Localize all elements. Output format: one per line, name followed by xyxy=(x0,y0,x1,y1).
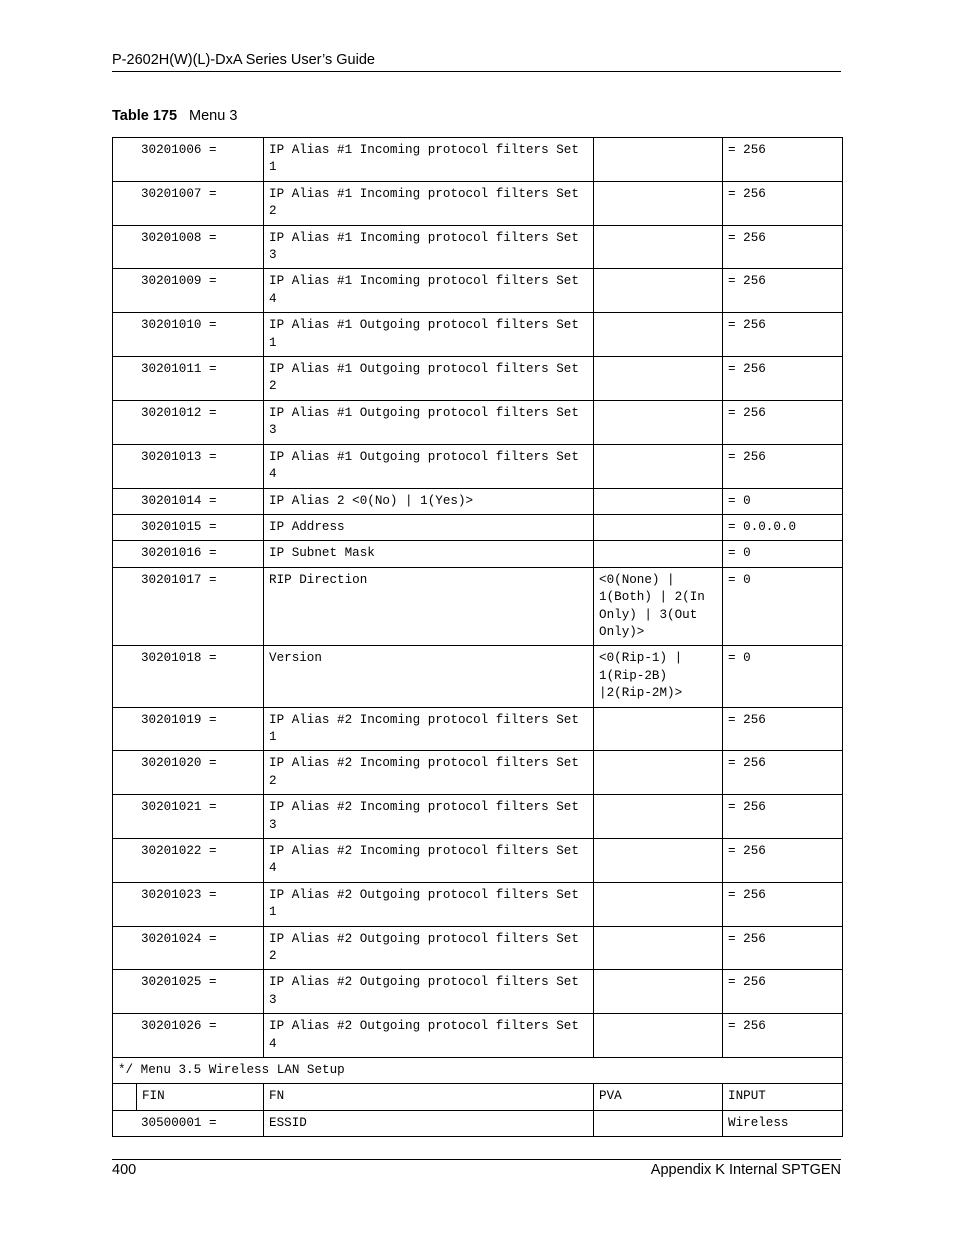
row-fin: 30201017 = xyxy=(113,567,264,646)
row-input: = 256 xyxy=(723,444,843,488)
row-fin: 30201020 = xyxy=(113,751,264,795)
row-fin: 30201012 = xyxy=(113,400,264,444)
last-row-fn: ESSID xyxy=(264,1110,594,1136)
last-row-fin: 30500001 = xyxy=(113,1110,264,1136)
row-fn: IP Alias #1 Outgoing protocol filters Set 2 xyxy=(264,357,594,401)
row-pva xyxy=(594,839,723,883)
row-input: = 256 xyxy=(723,225,843,269)
table-row xyxy=(113,488,843,514)
table-row xyxy=(113,646,843,707)
row-input: = 256 xyxy=(723,751,843,795)
last-row-input: Wireless xyxy=(723,1110,843,1136)
row-pva xyxy=(594,541,723,567)
row-fn: IP Alias #2 Incoming protocol filters Set 3 xyxy=(264,795,594,839)
table-row xyxy=(113,970,843,1014)
row-fin: 30201013 = xyxy=(113,444,264,488)
row-input: = 256 xyxy=(723,400,843,444)
row-fn: IP Alias #2 Outgoing protocol filters Set 2 xyxy=(264,926,594,970)
row-fn: IP Alias #2 Outgoing protocol filters Set 1 xyxy=(264,882,594,926)
row-fin: 30201010 = xyxy=(113,313,264,357)
table-row xyxy=(113,225,843,269)
row-input: = 0.0.0.0 xyxy=(723,514,843,540)
row-fin: 30201025 = xyxy=(113,970,264,1014)
row-pva xyxy=(594,400,723,444)
row-pva xyxy=(594,926,723,970)
row-fin: 30201026 = xyxy=(113,1014,264,1058)
table-row xyxy=(113,313,843,357)
row-pva xyxy=(594,514,723,540)
row-pva xyxy=(594,707,723,751)
row-pva: <0(None) | 1(Both) | 2(In Only) | 3(Out Only)> xyxy=(594,567,723,646)
table-row xyxy=(113,541,843,567)
row-pva xyxy=(594,225,723,269)
row-input: = 0 xyxy=(723,488,843,514)
section-label: */ Menu 3.5 Wireless LAN Setup xyxy=(113,1058,843,1084)
row-fn: IP Alias #2 Outgoing protocol filters Set 3 xyxy=(264,970,594,1014)
row-fin: 30201016 = xyxy=(113,541,264,567)
row-pva: <0(Rip-1) | 1(Rip-2B) |2(Rip-2M)> xyxy=(594,646,723,707)
subheader-spacer xyxy=(113,1084,137,1110)
row-fn: IP Alias #2 Incoming protocol filters Set 2 xyxy=(264,751,594,795)
row-fn: IP Alias #1 Outgoing protocol filters Set 4 xyxy=(264,444,594,488)
footer-divider xyxy=(112,1159,841,1160)
row-fin: 30201009 = xyxy=(113,269,264,313)
row-fn: IP Alias #2 Incoming protocol filters Set 4 xyxy=(264,839,594,883)
table-row xyxy=(113,357,843,401)
table-row xyxy=(113,707,843,751)
row-fn: IP Alias 2 <0(No) | 1(Yes)> xyxy=(264,488,594,514)
table-row xyxy=(113,839,843,883)
row-input: = 256 xyxy=(723,357,843,401)
table-row xyxy=(113,926,843,970)
row-fin: 30201007 = xyxy=(113,181,264,225)
wireless-section xyxy=(113,1058,843,1137)
row-pva xyxy=(594,138,723,182)
row-input: = 0 xyxy=(723,541,843,567)
row-pva xyxy=(594,269,723,313)
subheader-fin: FIN xyxy=(137,1084,264,1110)
row-fin: 30201023 = xyxy=(113,882,264,926)
row-input: = 256 xyxy=(723,707,843,751)
row-fin: 30201018 = xyxy=(113,646,264,707)
row-pva xyxy=(594,313,723,357)
table-row xyxy=(113,138,843,182)
table-row xyxy=(113,269,843,313)
row-fn: IP Alias #1 Incoming protocol filters Set 3 xyxy=(264,225,594,269)
row-fin: 30201021 = xyxy=(113,795,264,839)
row-input: = 256 xyxy=(723,138,843,182)
menu-table-body xyxy=(113,138,843,1058)
row-pva xyxy=(594,357,723,401)
row-fn: IP Alias #2 Outgoing protocol filters Set 4 xyxy=(264,1014,594,1058)
row-input: = 256 xyxy=(723,1014,843,1058)
row-pva xyxy=(594,444,723,488)
row-pva xyxy=(594,751,723,795)
row-fn: IP Alias #1 Outgoing protocol filters Set 1 xyxy=(264,313,594,357)
table-row xyxy=(113,751,843,795)
row-pva xyxy=(594,795,723,839)
subheader-pva: PVA xyxy=(594,1084,723,1110)
row-pva xyxy=(594,970,723,1014)
subheader-input: INPUT xyxy=(723,1084,843,1110)
row-fin: 30201011 = xyxy=(113,357,264,401)
row-input: = 0 xyxy=(723,646,843,707)
page-number: 400 xyxy=(112,1162,137,1178)
table-row xyxy=(113,882,843,926)
menu-3-table xyxy=(112,137,843,1137)
row-fin: 30201008 = xyxy=(113,225,264,269)
row-fn: RIP Direction xyxy=(264,567,594,646)
table-row xyxy=(113,400,843,444)
row-pva xyxy=(594,882,723,926)
document-header-title: P-2602H(W)(L)-DxA Series User’s Guide xyxy=(112,52,375,68)
row-pva xyxy=(594,1014,723,1058)
row-fn: IP Alias #1 Incoming protocol filters Set 4 xyxy=(264,269,594,313)
row-fin: 30201006 = xyxy=(113,138,264,182)
row-pva xyxy=(594,488,723,514)
row-input: = 256 xyxy=(723,181,843,225)
row-pva xyxy=(594,181,723,225)
row-input: = 256 xyxy=(723,926,843,970)
row-fn: IP Alias #1 Outgoing protocol filters Set 3 xyxy=(264,400,594,444)
table-row xyxy=(113,181,843,225)
row-fn: IP Alias #1 Incoming protocol filters Set 2 xyxy=(264,181,594,225)
footer-section-title: Appendix K Internal SPTGEN xyxy=(650,1162,841,1178)
table-caption-number: Table 175 xyxy=(112,108,178,124)
table-row xyxy=(113,444,843,488)
row-fin: 30201024 = xyxy=(113,926,264,970)
subheader-fn: FN xyxy=(264,1084,594,1110)
row-input: = 0 xyxy=(723,567,843,646)
table-row xyxy=(113,514,843,540)
row-input: = 256 xyxy=(723,313,843,357)
table-row xyxy=(113,795,843,839)
row-input: = 256 xyxy=(723,882,843,926)
row-fn: IP Alias #2 Incoming protocol filters Set 1 xyxy=(264,707,594,751)
row-input: = 256 xyxy=(723,269,843,313)
row-fn: IP Alias #1 Incoming protocol filters Set 1 xyxy=(264,138,594,182)
row-fin: 30201014 = xyxy=(113,488,264,514)
row-fn: IP Subnet Mask xyxy=(264,541,594,567)
row-input: = 256 xyxy=(723,839,843,883)
row-input: = 256 xyxy=(723,795,843,839)
row-input: = 256 xyxy=(723,970,843,1014)
row-fin: 30201015 = xyxy=(113,514,264,540)
row-fn: IP Address xyxy=(264,514,594,540)
table-row xyxy=(113,1014,843,1058)
table-caption-title: Menu 3 xyxy=(189,108,238,124)
row-fin: 30201022 = xyxy=(113,839,264,883)
header-divider xyxy=(112,71,841,72)
row-fin: 30201019 = xyxy=(113,707,264,751)
last-row-pva xyxy=(594,1110,723,1136)
row-fn: Version xyxy=(264,646,594,707)
table-row xyxy=(113,567,843,646)
table-caption xyxy=(112,108,237,124)
